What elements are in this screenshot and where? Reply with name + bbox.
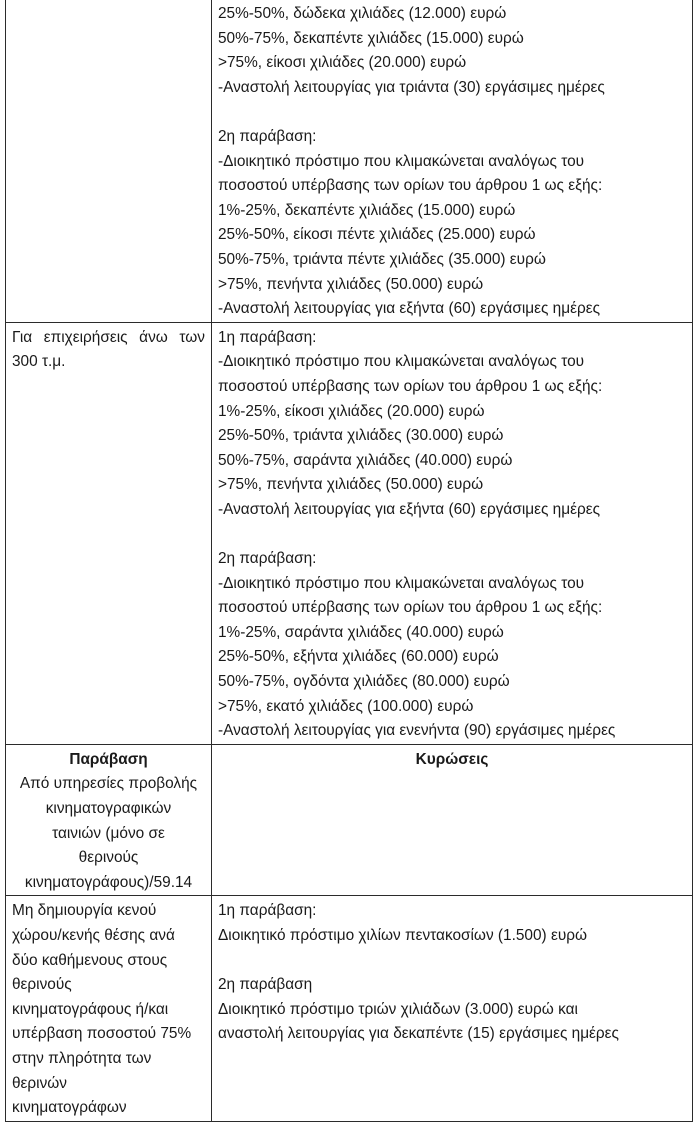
table-row-cinema — [6, 896, 693, 1121]
left-cell-empty — [6, 0, 212, 322]
text-line: υπέρβαση ποσοστού 75% — [12, 1025, 192, 1043]
text-line: -Διοικητικό πρόστιμο που κλιμακώνεται αναλόγως του — [218, 152, 585, 170]
table-row-over-300 — [6, 322, 693, 744]
text-line: 50%-75%, ογδόντα χιλιάδες (80.000) ευρώ — [218, 673, 510, 691]
text-line: ποσοστού υπέρβασης των ορίων του άρθρου 1 ως εξής: — [218, 377, 603, 395]
text-line: Διοικητικό πρόστιμο τριών χιλιάδων (3.000) ευρώ και — [218, 1000, 578, 1018]
table-header-row — [6, 744, 693, 896]
text-line: κινηματογραφικών — [45, 800, 172, 817]
text-line: αναστολή λειτουργίας για δεκαπέντε (15) εργάσιμες ημέρες — [218, 1025, 619, 1043]
text-line: θερινούς — [78, 849, 139, 867]
blank-line — [218, 522, 686, 547]
text-line: -Αναστολή λειτουργίας για ενενήντα (90) εργάσιμες ημέρες — [218, 722, 616, 740]
text-line: -Διοικητικό πρόστιμο που κλιμακώνεται αναλόγως του — [218, 353, 585, 371]
text-line: -Αναστολή λειτουργίας για τριάντα (30) εργάσιμες ημέρες — [218, 78, 605, 96]
blank-line — [218, 949, 686, 974]
text-line: στην πληρότητα των — [12, 1049, 152, 1067]
text-line: 50%-75%, δεκαπέντε χιλιάδες (15.000) ευρώ — [218, 29, 524, 47]
text-line: κινηματογράφων — [12, 1099, 127, 1117]
text-line: -Αναστολή λειτουργίας για εξήντα (60) εργάσιμες ημέρες — [218, 500, 600, 518]
text-line: Για επιχειρήσεις άνω των — [12, 328, 205, 346]
text-line: ποσοστού υπέρβασης των ορίων του άρθρου 1 ως εξής: — [218, 599, 603, 617]
text-line: Διοικητικό πρόστιμο χιλίων πεντακοσίων (1.500) ευρώ — [218, 926, 588, 944]
table-row-continuation — [6, 0, 693, 322]
text-line: ποσοστού υπέρβασης των ορίων του άρθρου 1 ως εξής: — [218, 177, 603, 195]
text-line: 1%-25%, είκοσι χιλιάδες (20.000) ευρώ — [218, 402, 485, 420]
text-line: κινηματογράφους)/59.14 — [24, 873, 193, 891]
right-cell-penalties — [212, 322, 693, 744]
text-line: >75%, εκατό χιλιάδες (100.000) ευρώ — [218, 697, 474, 715]
violation-heading: Παράβαση — [69, 750, 148, 768]
text-line: 50%-75%, σαράντα χιλιάδες (40.000) ευρώ — [218, 451, 513, 469]
text-line: 25%-50%, τριάντα χιλιάδες (30.000) ευρώ — [218, 427, 504, 445]
text-line: 25%-50%, δώδεκα χιλιάδες (12.000) ευρώ — [218, 5, 507, 22]
text-line: θερινών — [12, 1074, 68, 1092]
sanctions-header-cell — [212, 744, 693, 896]
text-line: 300 τ.μ. — [12, 353, 66, 371]
text-line: δύο καθήμενους στους — [12, 951, 168, 969]
text-line: -Αναστολή λειτουργίας για εξήντα (60) εργάσιμες ημέρες — [218, 300, 600, 318]
text-line: 1%-25%, δεκαπέντε χιλιάδες (15.000) ευρώ — [218, 201, 516, 219]
text-line: χώρου/κενής θέσης ανά — [12, 926, 175, 944]
text-line: 1η παράβαση: — [218, 902, 317, 920]
left-cell-business-size — [6, 322, 212, 744]
sanctions-table — [5, 0, 693, 1122]
text-line: >75%, πενήντα χιλιάδες (50.000) ευρώ — [218, 476, 484, 494]
text-line: 50%-75%, τριάντα πέντε χιλιάδες (35.000) ευρώ — [218, 250, 546, 268]
text-line: ταινιών (μόνο σε — [52, 824, 165, 842]
text-line: 2η παράβαση: — [218, 127, 317, 145]
text-line: 25%-50%, είκοσι πέντε χιλιάδες (25.000) ευρώ — [218, 226, 536, 244]
text-line: >75%, πενήντα χιλιάδες (50.000) ευρώ — [218, 275, 484, 293]
text-line: >75%, είκοσι χιλιάδες (20.000) ευρώ — [218, 54, 467, 72]
text-line: 1η παράβαση: — [218, 328, 317, 346]
text-line: Από υπηρεσίες προβολής — [19, 775, 198, 793]
right-cell-penalties — [212, 0, 693, 322]
text-line: -Διοικητικό πρόστιμο που κλιμακώνεται αναλόγως του — [218, 574, 585, 592]
violation-header-cell — [6, 744, 212, 896]
blank-line — [218, 100, 686, 125]
text-line: 2η παράβαση — [218, 976, 313, 994]
text-line: 25%-50%, εξήντα χιλιάδες (60.000) ευρώ — [218, 648, 499, 666]
text-line: 2η παράβαση: — [218, 550, 317, 568]
left-cell-violation — [6, 896, 212, 1121]
text-line: 1%-25%, σαράντα χιλιάδες (40.000) ευρώ — [218, 623, 504, 641]
sanctions-heading: Κυρώσεις — [415, 750, 489, 768]
text-line: κινηματογράφους ή/και — [12, 1000, 169, 1018]
text-line: Μη δημιουργία κενού — [12, 902, 157, 920]
right-cell-penalties — [212, 896, 693, 1121]
text-line: θερινούς — [12, 976, 72, 994]
